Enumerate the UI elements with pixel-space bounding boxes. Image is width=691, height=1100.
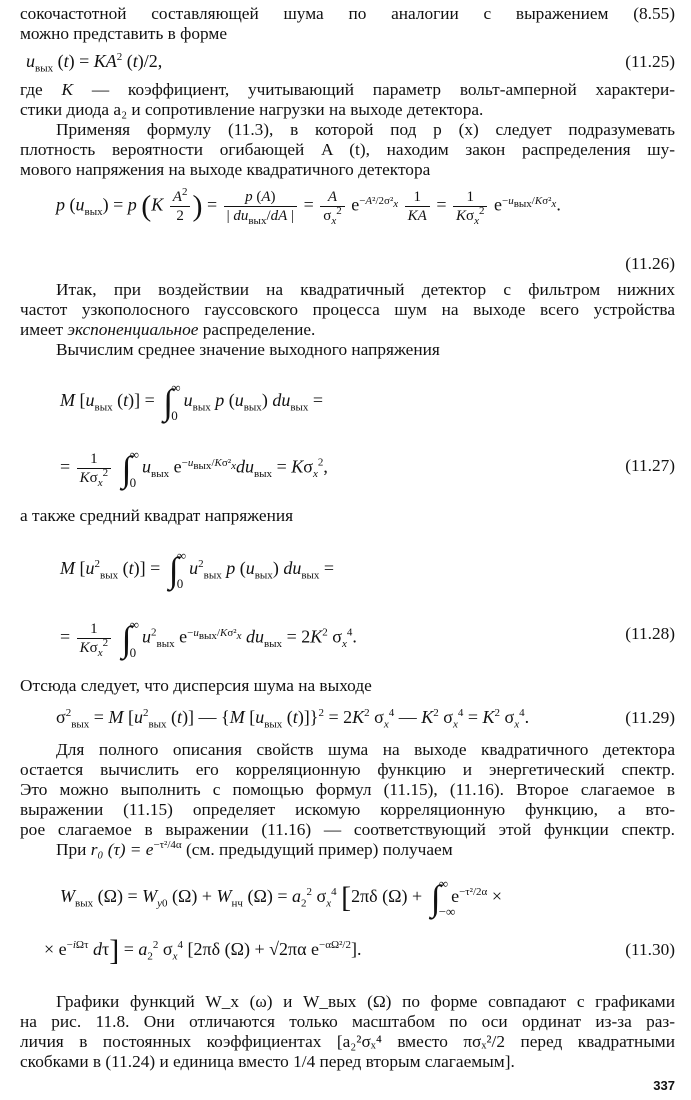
text-line: частот узкополосного гауссовского процесса шум на выходе всего устройства — [20, 300, 675, 319]
text-line: Это можно выполнить с помощью формул (11.15), (11.16). Второе слагаемое в — [20, 780, 675, 799]
text-line: выражении (11.15) определяет искомую корреляционную функцию, а вто- — [20, 800, 675, 819]
text-line: Графики функций W_x (ω) и W_вых (Ω) по форме совпадают с графиками — [56, 992, 675, 1011]
equation-11-30-line2: × $e^{-i\Omega\tau}$ $d\tau] = a_2^2$ $\sigma_x^4$ [2πδ (Ω) + √2πα $e^{-\alpha\Omega^2/2}$]. — [44, 933, 362, 967]
text-line: Для полного описания свойств шума на выходе квадратичного детектора — [56, 740, 675, 759]
text-line: Итак, при воздействии на квадратичный детектор с фильтром нижних — [56, 280, 675, 299]
text-line: имеет экспоненциальное распределение. — [20, 320, 316, 339]
text-line: скобками в (11.24) и единица вместо 1/4 перед вторым слагаемым]. — [20, 1052, 515, 1071]
text-line: Вычислим среднее значение выходного напряжения — [56, 340, 440, 359]
equation-11-27-line2: = $\frac{1}{K\sigma_x^2}$ ∫ ∞ 0 $u_{вых}$ $e^{-u_{вых}/K\sigma^2_x}du_{вых} = K\sigma_x^2$, — [60, 446, 328, 490]
text-line: а также средний квадрат напряжения — [20, 506, 294, 525]
text-line: стики диода a₂ и сопротивление нагрузки на выходе детектора. — [20, 100, 484, 119]
equation-11-27-line1: M [$u_{вых}$ (t)] = ∫ ∞ 0 $u_{вых}$ p $(u_{вых}) du_{вых}$ = — [60, 380, 324, 423]
equation-number: (11.27) — [625, 456, 675, 475]
equation-number: (11.30) — [625, 940, 675, 959]
equation-11-25: $u_{вых}$ $(t) = KA^2$ (t)/2, — [26, 51, 163, 75]
equation-11-28-line2: = $\frac{1}{K\sigma_x^2}$ ∫ ∞ 0 $u^2_{вых}$ $e^{-u_{вых}/K\sigma^2_x}$ $du_{вых} = 2K^2$ $\sigma_x^4$. — [60, 616, 357, 660]
text-line: плотность вероятности огибающей A (t), находим закон распределения шу- — [20, 140, 675, 159]
page-number: 337 — [653, 1078, 675, 1093]
text-line: мового напряжения на выходе квадратичного детектора — [20, 160, 431, 179]
equation-number: (11.29) — [625, 708, 675, 727]
equation-11-29: $\sigma^2_{вых} = M$ [$u^2_{вых}$ (t)] — {M [$u_{вых}$ $(t)]\}^2 = 2K^2$ $\sigma_x^4$ — $K^2$ $\sigma_x^4 = K^2$ $\sigma_x^4$. — [56, 707, 530, 731]
equation-11-26: p $(u_{вых}) = p$ (K $\frac{A^2}{2}$ ) = $\frac{p (A)}{| du_{вых}/dA |}$ = $\frac{A}{\sigma_x^2}$ $e^{-A^2/2\sigma^2_x}$ $\frac{1}{KA}$ = $\frac{1}{K\sigma_x^2}$ $e^{-u_{вых}/K\sigma^2_x}$. — [56, 186, 561, 227]
text-line: личия в постоянных коэффициентах [a₂²σₓ⁴ вместо πσₓ²/2 перед квадратными — [20, 1032, 675, 1051]
text-line: остается вычислить его корреляционную функцию и энергетический спектр. — [20, 760, 675, 779]
text-line: сокочастотной составляющей шума по аналогии с выражением (8.55) — [20, 4, 675, 23]
text-line: При r₀ $(\tau) = e^{-\tau^2/4\alpha}$ (см. предыдущий пример) получаем — [56, 839, 453, 859]
text-line: можно представить в форме — [20, 24, 227, 43]
text-line: рое слагаемое в выражении (11.16) — соответствующий этой функции спектр. — [20, 820, 675, 839]
equation-11-30-line1: $W_{вых}$ $(\Omega) = W_{y0}$ $(\Omega) + W_{нч}$ $(\Omega) = a_2^2$ $\sigma_x^4$ [2πδ (Ω) + ∫ ∞ −∞ $e^{-\tau^2/2\alpha}$ × — [60, 876, 502, 919]
text-line: где K — коэффициент, учитывающий параметр вольт-амперной характери- — [20, 80, 675, 99]
equation-number: (11.28) — [625, 624, 675, 643]
equation-number: (11.25) — [625, 52, 675, 71]
text-line: на рис. 11.8. Они отличаются только масштабом по оси ординат из-за раз- — [20, 1012, 675, 1031]
text-line: Отсюда следует, что дисперсия шума на выходе — [20, 676, 372, 695]
text-line: Применяя формулу (11.3), в которой под p (x) следует подразумевать — [56, 120, 675, 139]
equation-number: (11.26) — [625, 254, 675, 273]
equation-11-28-line1: M [$u^2_{вых}$ (t)] = ∫ ∞ 0 $u^2_{вых}$ p $(u_{вых}) du_{вых}$ = — [60, 548, 335, 591]
